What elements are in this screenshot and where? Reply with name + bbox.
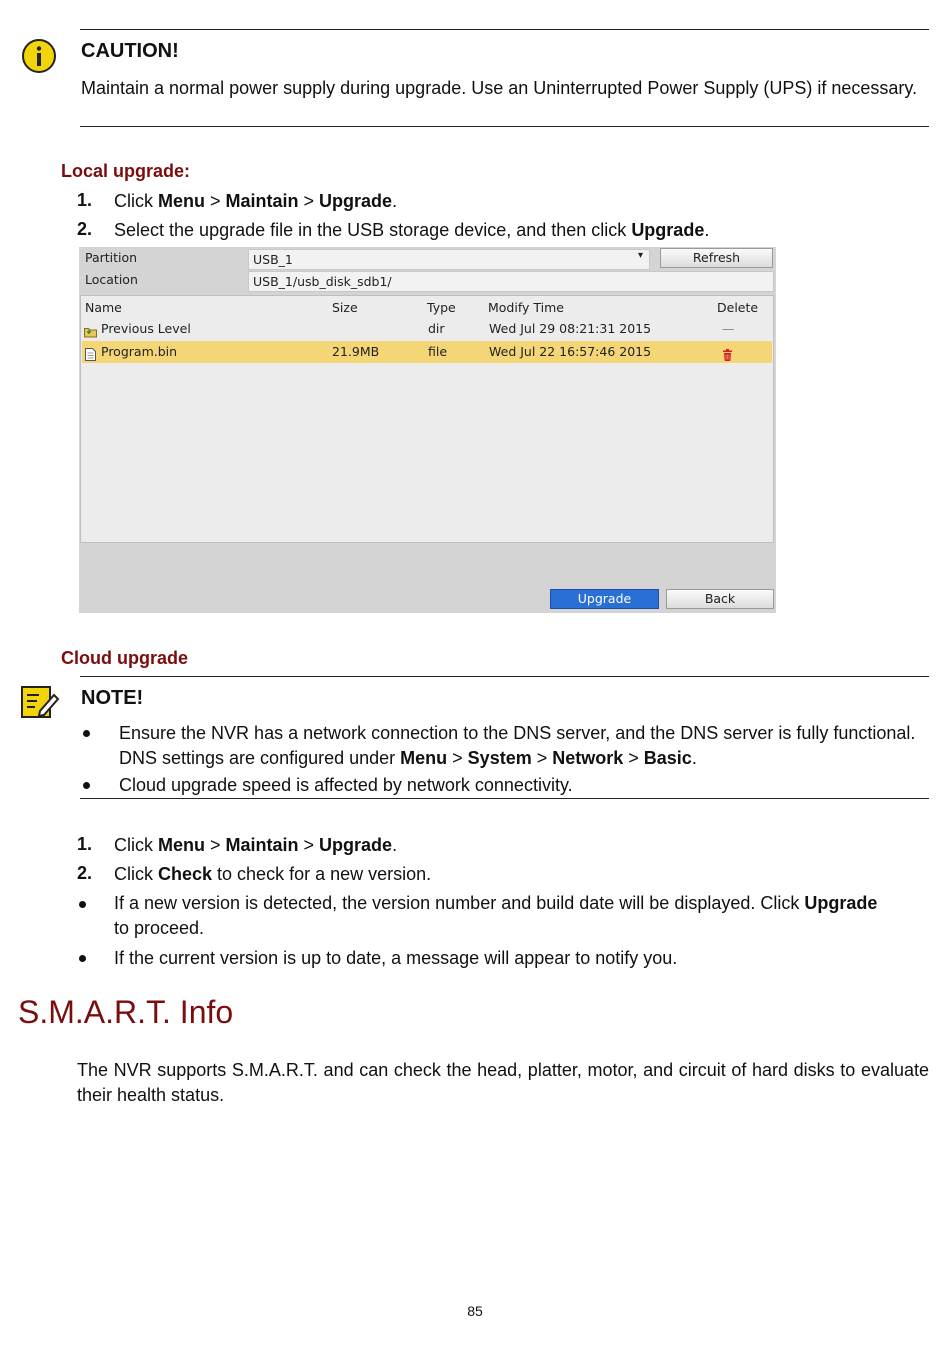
column-header-modify-time: Modify Time	[488, 300, 564, 315]
file-icon	[85, 346, 96, 359]
column-header-size: Size	[332, 300, 358, 315]
back-button[interactable]: Back	[666, 589, 774, 609]
page-number: 85	[467, 1303, 483, 1319]
local-upgrade-heading: Local upgrade:	[61, 161, 191, 181]
table-row[interactable]	[82, 341, 772, 363]
caution-text: Maintain a normal power supply during upgrade. Use an Uninterrupted Power Supply (UPS) if necessary.	[81, 78, 918, 98]
row-modify-time: Wed Jul 29 08:21:31 2015	[489, 321, 652, 336]
column-header-type: Type	[427, 300, 456, 315]
bullet-dot	[83, 730, 90, 737]
chevron-down-icon: ▾	[637, 250, 643, 261]
info-icon	[21, 38, 57, 74]
location-field[interactable]	[248, 271, 774, 292]
caution-top-rule	[80, 29, 929, 30]
row-type: file	[428, 344, 448, 359]
column-header-delete: Delete	[717, 300, 759, 315]
refresh-button[interactable]: Refresh	[660, 248, 773, 268]
cloud-step-2: Click Check to check for a new version.	[114, 864, 432, 884]
local-step-2: Select the upgrade file in the USB storage device, and then click Upgrade.	[114, 220, 710, 240]
file-list	[80, 295, 774, 543]
local-step-1: Click Menu > Maintain > Upgrade.	[114, 191, 398, 211]
upgrade-button[interactable]: Upgrade	[550, 589, 659, 609]
cloud-bullet-1: If a new version is detected, the version number and build date will be displayed. Click Upgrade to proceed.	[114, 893, 878, 938]
note-icon	[20, 684, 60, 720]
row-modify-time: Wed Jul 22 16:57:46 2015	[489, 344, 652, 359]
row-name: Previous Level	[101, 321, 191, 336]
trash-icon[interactable]	[722, 346, 733, 358]
partition-value: USB_1	[253, 252, 293, 267]
list-header	[82, 297, 772, 319]
note-bullet-2: Cloud upgrade speed is affected by network connectivity.	[119, 775, 573, 795]
bullet-dot	[83, 782, 90, 789]
bullet-dot	[79, 955, 86, 962]
step-number: 1.	[77, 834, 93, 854]
caution-title: CAUTION!	[81, 40, 179, 62]
note-title: NOTE!	[81, 687, 144, 709]
row-size: 21.9MB	[332, 344, 380, 359]
section-title: S.M.A.R.T. Info	[18, 994, 234, 1030]
row-type: dir	[428, 321, 445, 336]
row-delete-disabled: —	[722, 321, 735, 336]
cloud-bullet-2: If the current version is up to date, a message will appear to notify you.	[114, 948, 678, 968]
upgrade-screenshot	[79, 247, 776, 613]
column-header-name: Name	[85, 300, 122, 315]
table-row[interactable]	[82, 318, 772, 340]
step-number: 1.	[77, 190, 93, 210]
location-value: USB_1/usb_disk_sdb1/	[253, 274, 392, 289]
step-number: 2.	[77, 863, 93, 883]
bullet-dot	[79, 901, 86, 908]
step-number: 2.	[77, 219, 93, 239]
cloud-step-1: Click Menu > Maintain > Upgrade.	[114, 835, 398, 855]
row-name: Program.bin	[101, 344, 178, 359]
note-bottom-rule	[80, 798, 929, 799]
caution-bottom-rule	[80, 126, 929, 127]
location-label: Location	[85, 272, 138, 287]
note-top-rule	[80, 676, 929, 677]
partition-select[interactable]	[248, 249, 650, 270]
partition-label: Partition	[85, 250, 138, 265]
cloud-upgrade-heading: Cloud upgrade	[61, 648, 188, 668]
folder-icon	[84, 323, 97, 334]
smart-description: The NVR supports S.M.A.R.T. and can check the head, platter, motor, and circuit of hard disks to evaluate their health status.	[77, 1060, 929, 1105]
note-bullet-1: Ensure the NVR has a network connection to the DNS server, and the DNS server is fully functional. DNS settings are configured under Menu > System > Network > Basic.	[119, 723, 916, 768]
